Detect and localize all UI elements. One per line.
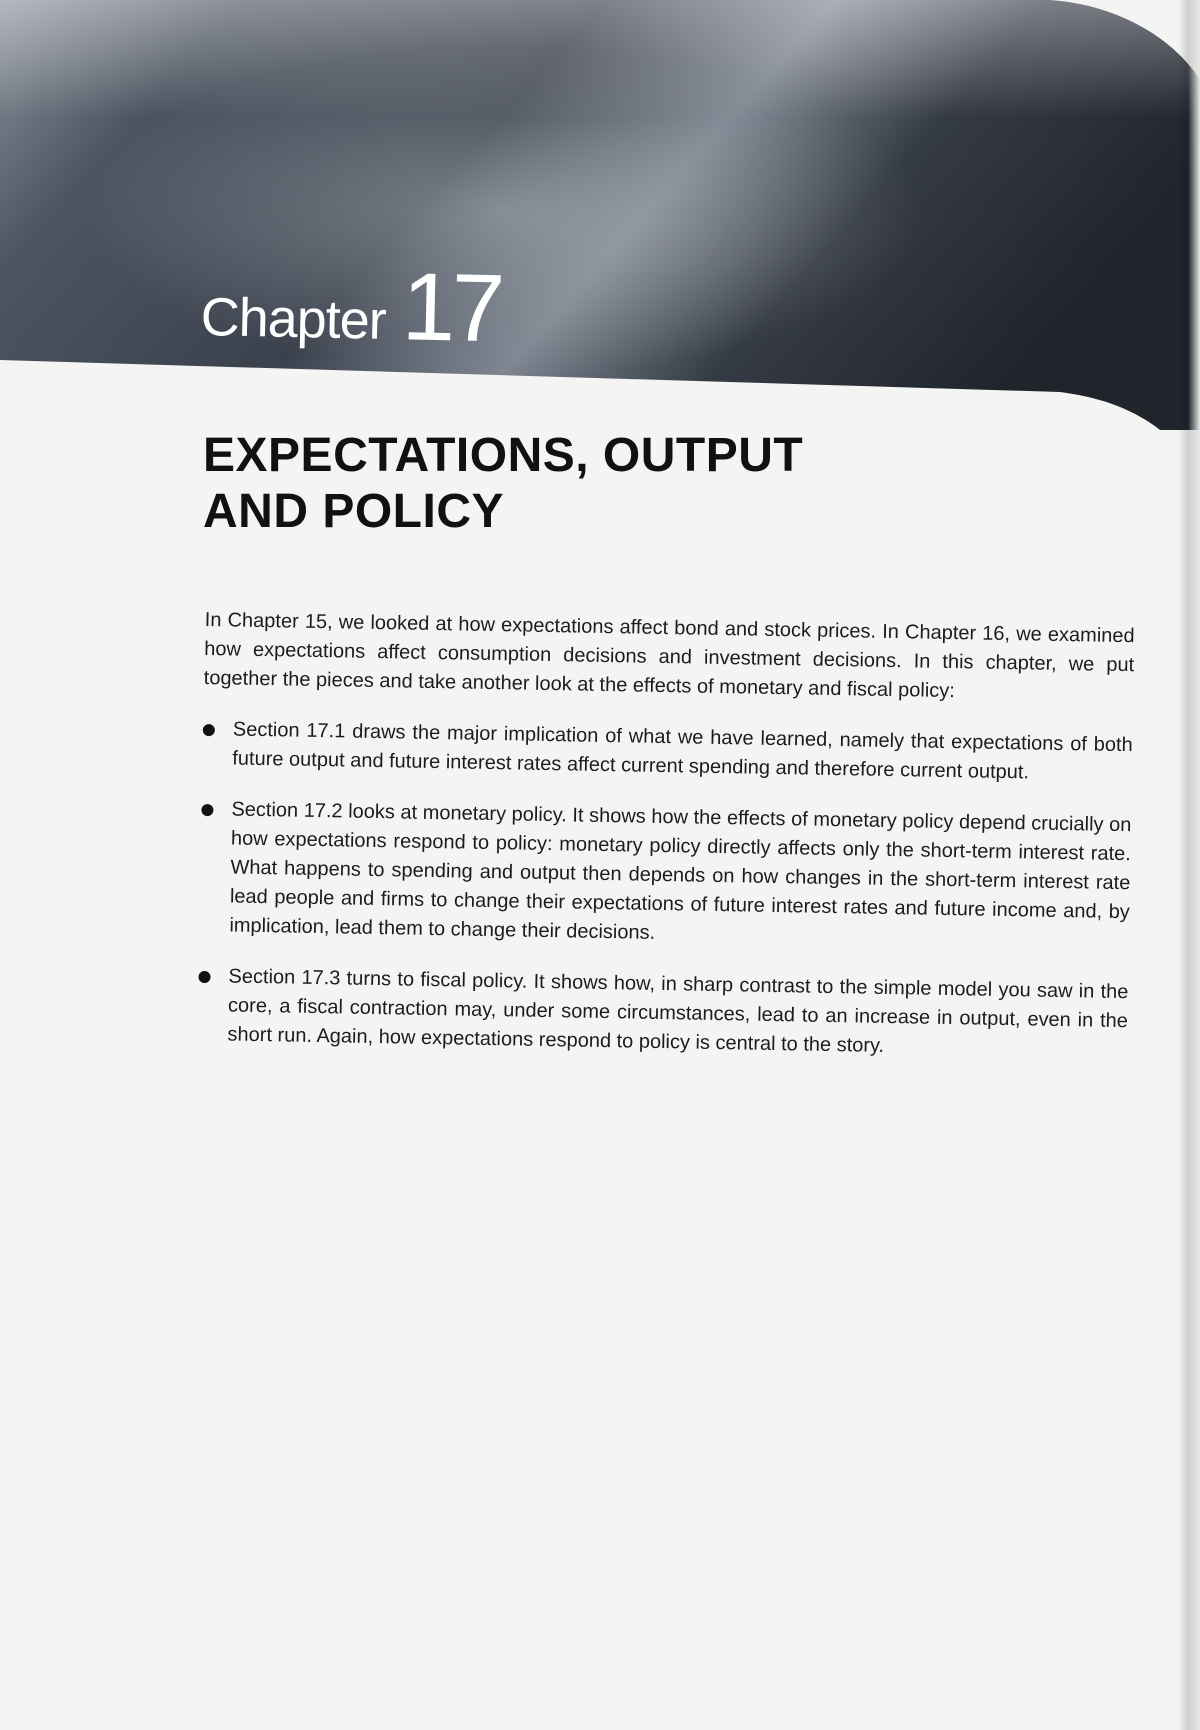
bullet-icon	[201, 804, 213, 816]
list-item	[197, 962, 1128, 1065]
chapter-banner	[0, 0, 1200, 430]
chapter-heading	[200, 253, 502, 363]
list-item-text: Section 17.1 draws the major implication of what we have learned, namely that expectations of both future output and future interest rates affect current spending and therefore current output.	[232, 718, 1133, 784]
list-item	[199, 795, 1131, 956]
page-edge-shadow	[1178, 0, 1200, 1730]
section-overview-list	[197, 715, 1133, 1065]
chapter-title-line-2: AND POLICY	[203, 485, 505, 538]
chapter-title-line-1: EXPECTATIONS, OUTPUT	[203, 429, 804, 482]
chapter-number: 17	[400, 253, 502, 363]
bullet-icon	[198, 971, 210, 983]
list-item-text: Section 17.2 looks at monetary policy. It shows how the effects of monetary policy depend crucially on how expectations respond to policy: monetary policy directly affects only the short-term interest rate. What happens to spending and output then depends on how changes in the short-term interest rate lead people and firms to change their expectations of future interest rates and future income and, by implication, lead them to change their decisions.	[229, 798, 1132, 944]
bullet-icon	[203, 724, 215, 736]
chapter-intro-section	[197, 606, 1135, 1087]
chapter-title	[203, 428, 963, 540]
intro-paragraph: In Chapter 15, we looked at how expectations affect bond and stock prices. In Chapter 16, we examined how expectations affect consumption decisions and investment decisions. In this chapter, we put together the pieces and take another look at the effects of monetary and fiscal policy:	[203, 608, 1135, 703]
list-item-text: Section 17.3 turns to fiscal policy. It shows how, in sharp contrast to the simple model you saw in the core, a fiscal contraction may, under some circumstances, lead to an increase in output, even in the short run. Again, how expectations respond to policy is central to the story.	[227, 965, 1129, 1057]
list-item	[202, 715, 1133, 789]
chapter-word: Chapter	[200, 287, 387, 351]
